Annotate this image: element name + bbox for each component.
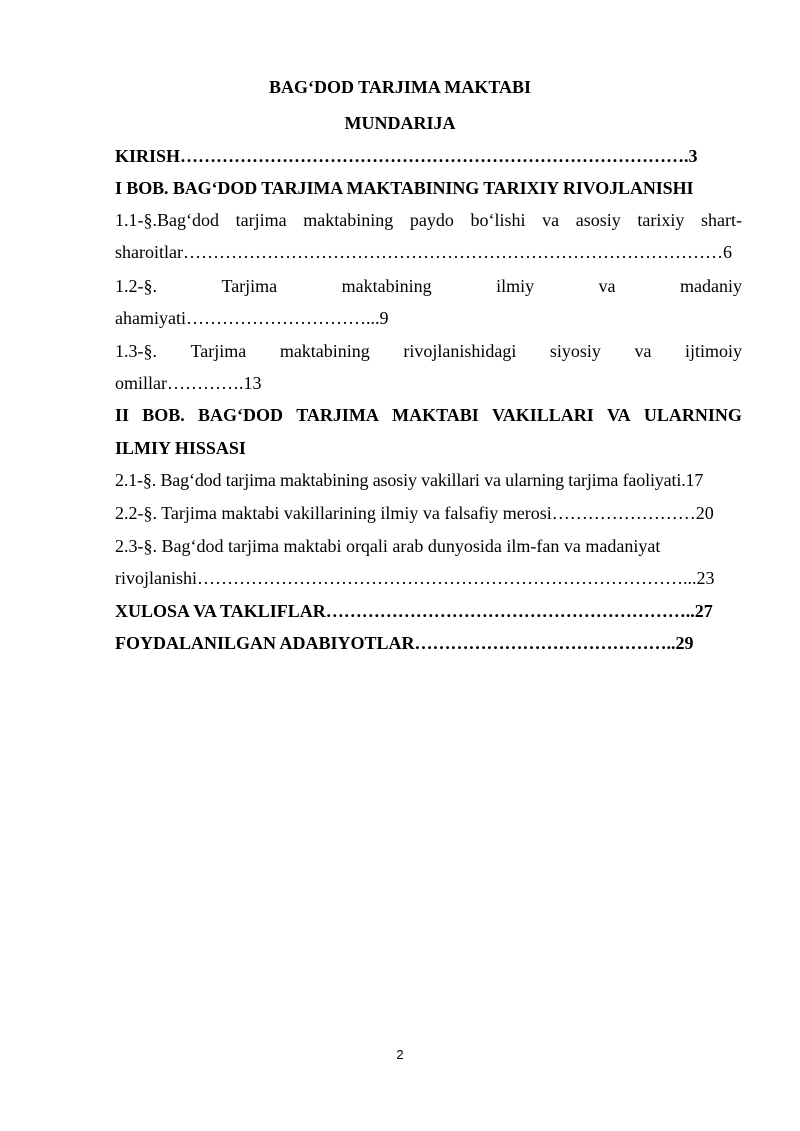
toc-section-1-3-line-1	[115, 340, 742, 362]
toc-word: MAKTABI	[392, 405, 479, 425]
toc-word: Tarjima	[221, 276, 278, 296]
toc-section-1-2-line-2: ahamiyati…………………………...9	[115, 308, 389, 328]
toc-section-1-1-line-1	[115, 209, 742, 231]
toc-word: va	[634, 341, 652, 361]
toc-word: VAKILLARI	[492, 405, 594, 425]
toc-section-2-3-line-2: rivojlanishi………………………………………………………………………...23	[115, 568, 715, 588]
toc-entry-adabiyotlar: FOYDALANILGAN ADABIYOTLAR……………………………………..29	[115, 633, 694, 653]
toc-word: va	[598, 276, 616, 296]
toc-chapter-1: I BOB. BAG‘DOD TARJIMA MAKTABINING TARIXIY RIVOJLANISHI	[115, 178, 694, 198]
toc-word: bo‘lishi	[470, 210, 526, 230]
toc-word: maktabining	[303, 210, 394, 230]
toc-word: madaniy	[679, 276, 742, 296]
toc-word: TARJIMA	[296, 405, 379, 425]
toc-word: maktabining	[341, 276, 432, 296]
toc-word: paydo	[409, 210, 454, 230]
toc-word: ijtimoiy	[684, 341, 742, 361]
toc-section-2-1: 2.1-§. Bag‘dod tarjima maktabining asosiy vakillari va ularning tarjima faoliyati.17	[115, 470, 704, 490]
toc-word: Tarjima	[190, 341, 247, 361]
toc-word: asosiy	[575, 210, 621, 230]
toc-chapter-2-line-2: ILMIY HISSASI	[115, 438, 246, 458]
toc-word: II	[115, 405, 130, 425]
toc-section-2-3-line-1: 2.3-§. Bag‘dod tarjima maktabi orqali arab dunyosida ilm-fan va madaniyat	[115, 536, 661, 556]
toc-word: va	[542, 210, 560, 230]
toc-chapter-2-line-1	[115, 404, 742, 426]
toc-word: 1.3-§.	[115, 341, 157, 361]
toc-word: tarjima	[235, 210, 287, 230]
toc-word: BAG‘DOD	[198, 405, 283, 425]
toc-word: maktabining	[279, 341, 370, 361]
toc-word: BOB.	[142, 405, 185, 425]
toc-word: rivojlanishidagi	[403, 341, 517, 361]
document-heading: BAG‘DOD TARJIMA MAKTABI	[268, 77, 531, 97]
toc-entry-xulosa: XULOSA VA TAKLIFLAR……………………………………………………..27	[115, 601, 713, 621]
toc-word: siyosiy	[549, 341, 601, 361]
toc-word: 1.2-§.	[115, 276, 157, 296]
page-number: 2	[396, 1047, 404, 1062]
toc-word: ULARNING	[643, 405, 742, 425]
toc-section-1-1-line-2: sharoitlar………………………………………………………………………………6	[115, 242, 732, 262]
toc-heading: MUNDARIJA	[344, 113, 456, 133]
toc-word: shart-	[700, 210, 742, 230]
toc-section-1-3-line-2: omillar………….13	[115, 373, 262, 393]
toc-entry-kirish: KIRISH………………………………………………………………………….3	[115, 146, 698, 166]
toc-word: tarixiy	[637, 210, 685, 230]
toc-word: VA	[606, 405, 631, 425]
toc-section-1-2-line-1	[115, 275, 742, 297]
toc-word: 1.1-§.Bag‘dod	[115, 210, 219, 230]
toc-word: ilmiy	[496, 276, 535, 296]
toc-section-2-2: 2.2-§. Tarjima maktabi vakillarining ilmiy va falsafiy merosi……………………20	[115, 503, 714, 523]
